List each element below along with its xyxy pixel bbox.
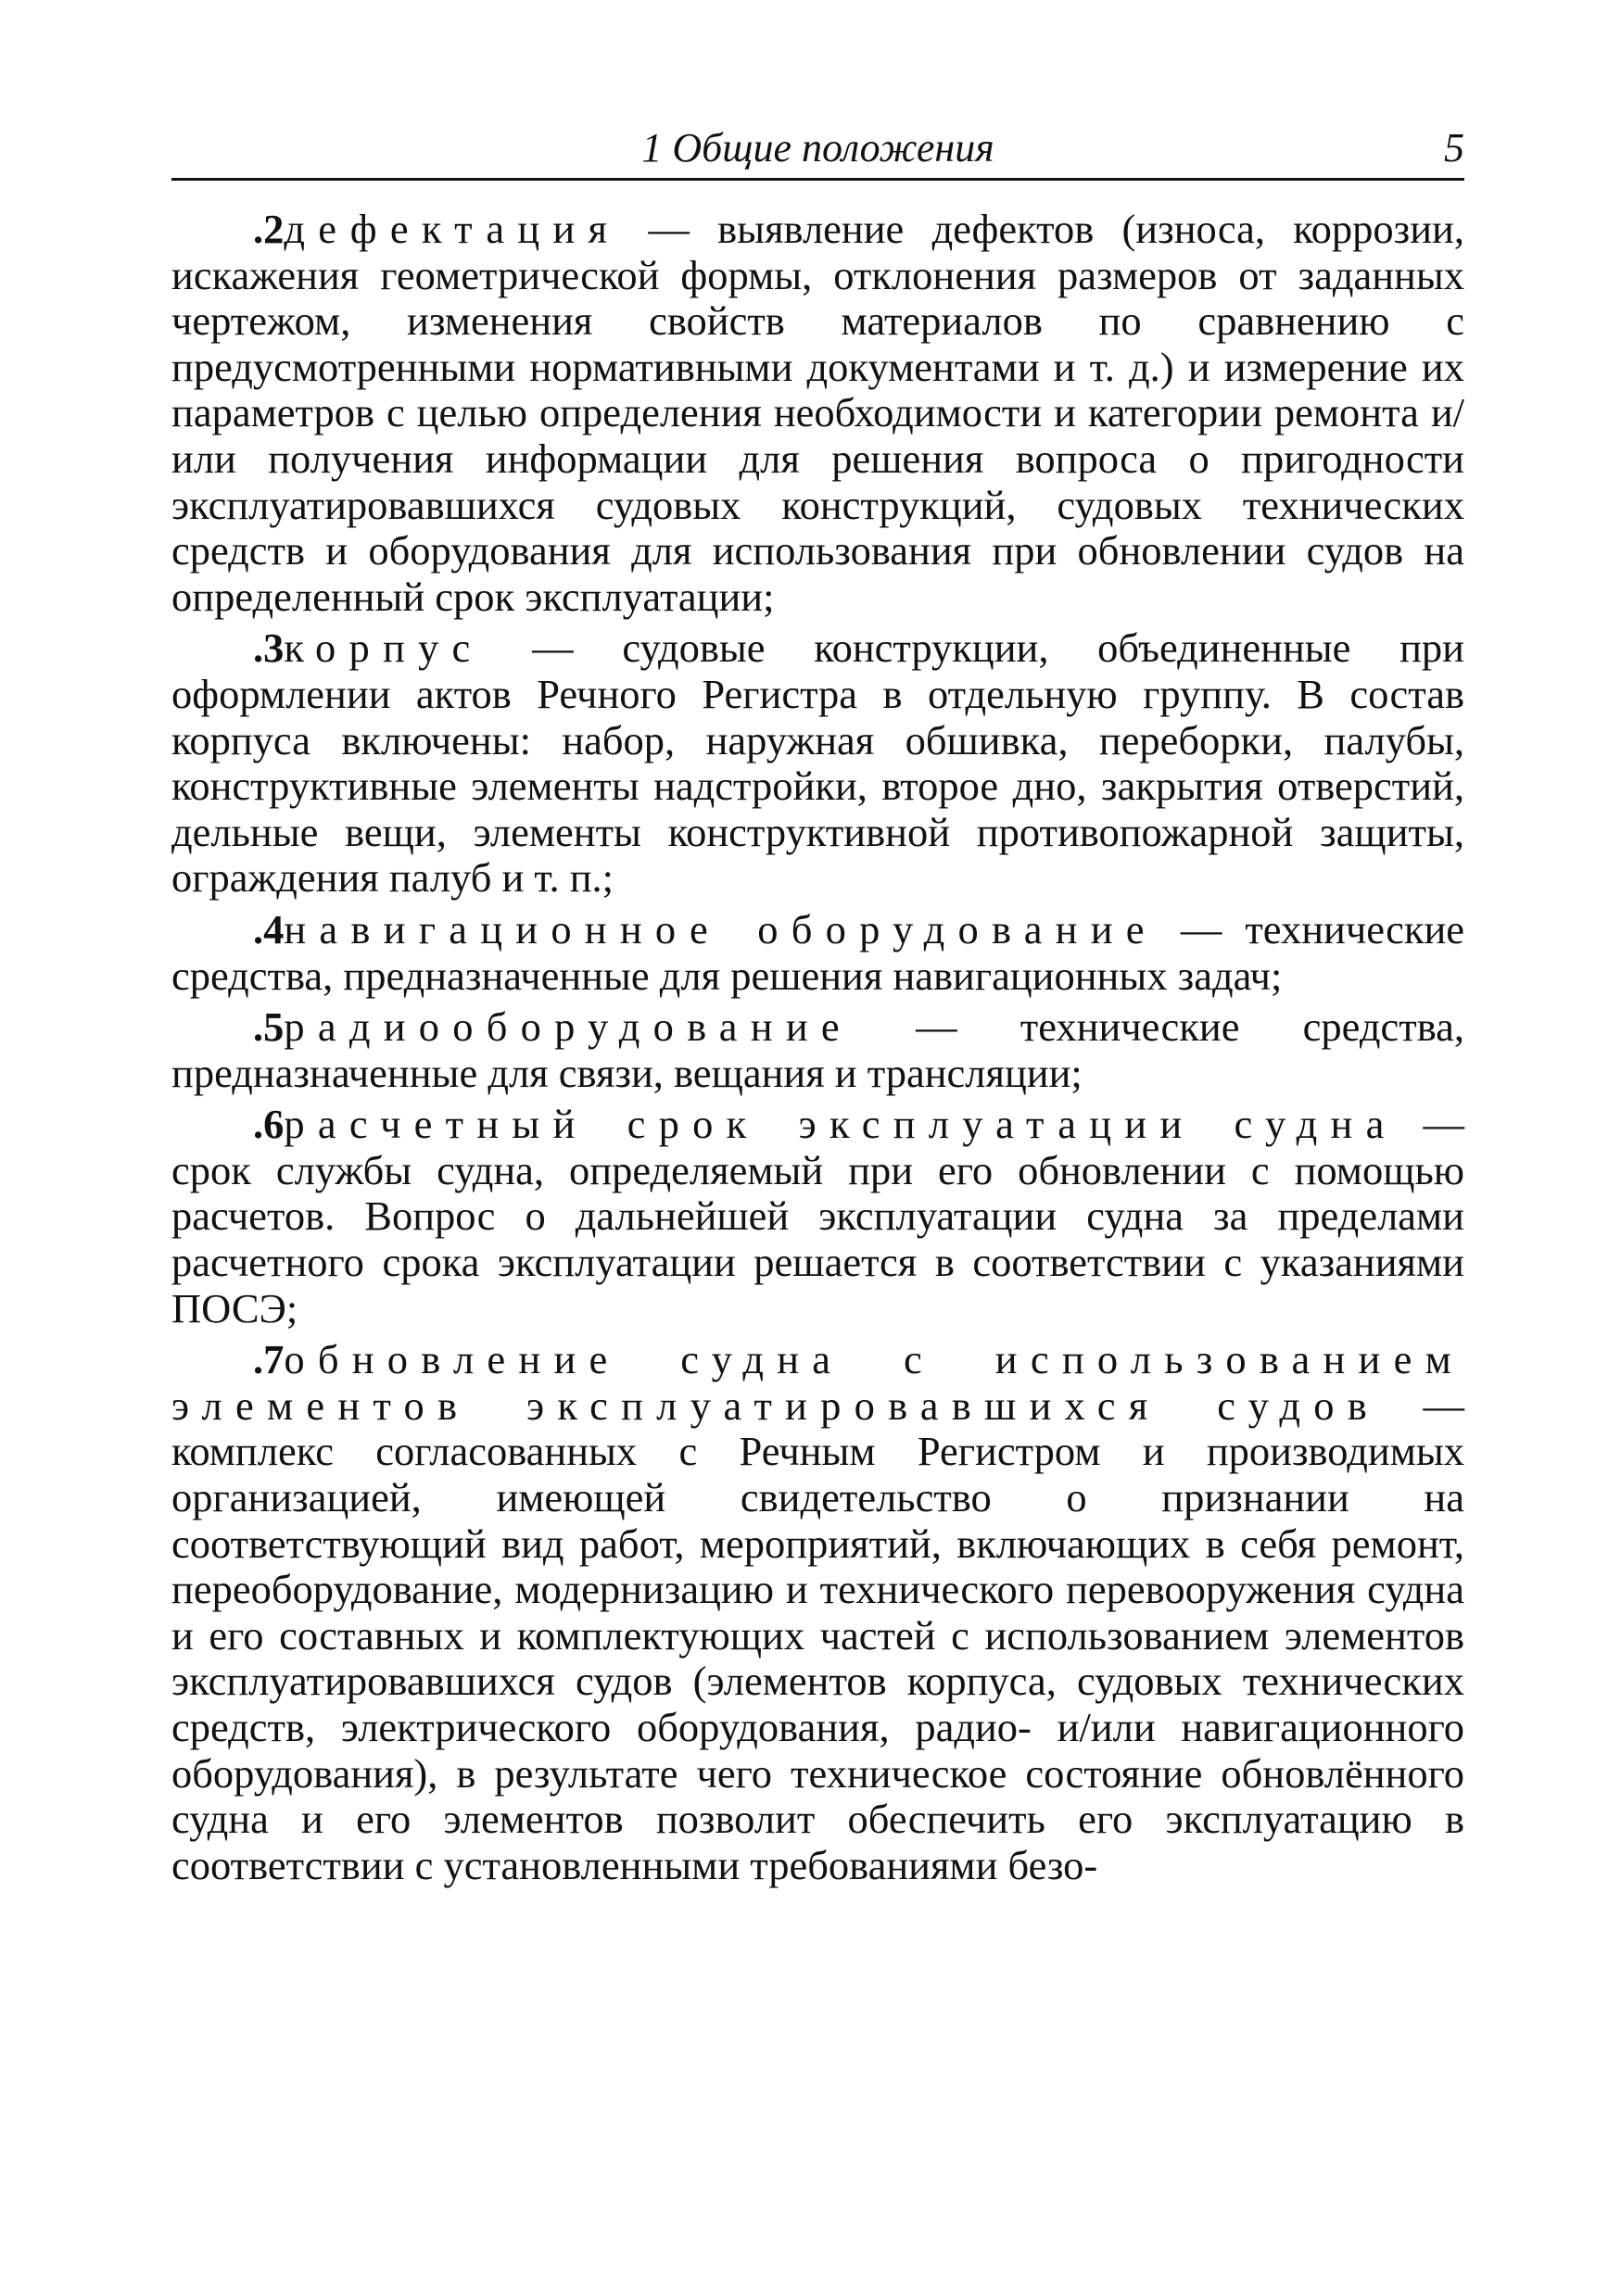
- definition-text: — комплекс согласованных с Речным Регистром и производимых организацией, имеющей свидетельство о признании на соответствующий вид работ, мероприятий, включающих в себя ремонт, переоборудование, модернизацию и технического перевооружения судна и его составных и комплектующих частей с использованием элементов эксплуатировавшихся судов (элементов корпуса, судовых технических средств, электрического оборудования, радио- и/или навигационного оборудования), в результате чего техническое состояние обновлённого судна и его элементов позволит обеспечить его эксплуатацию в соответствии с установленными требованиями безо-: [171, 1381, 1464, 1888]
- definition-item-2: [171, 207, 1464, 620]
- defined-term: дефектация: [284, 206, 621, 252]
- item-number: .7: [253, 1336, 285, 1383]
- running-header: [171, 120, 1464, 181]
- section-title: 1 Общие положения: [641, 125, 994, 170]
- item-number: .4: [253, 905, 285, 952]
- definition-text: — выявление дефектов (износа, коррозии, искажения геометрической формы, отклонения размеров от заданных чертежом, изменения свойств материалов по сравнению с предусмотренными нормативными документами и т. д.) и измерение их параметров с целью определения необходимости и категории ремонта и/или получения информации для решения вопроса о пригодности эксплуатировавшихся судовых конструкций, судовых технических средств и оборудования для использования при обновлении судов на определенный срок эксплуатации;: [171, 206, 1464, 620]
- definition-text: — технические средства, предназначенные для решения навигационных задач;: [171, 905, 1465, 999]
- definition-text: — судовые конструкции, объединенные при оформлении актов Речного Регистра в отдельную группу. В состав корпуса включены: набор, наружная обшивка, переборки, палубы, конструктивные элементы надстройки, второе дно, закрытия отверстий, дельные вещи, элементы конструктивной противопожарной защиты, ограждения палуб и т. п.;: [171, 624, 1464, 902]
- defined-term: корпус: [284, 624, 484, 672]
- item-number: .3: [253, 624, 285, 672]
- defined-term: обновление судна с использованием элементов эксплуатировавшихся судов: [171, 1336, 1464, 1429]
- definition-item-6: [171, 1102, 1464, 1331]
- definition-item-7: [171, 1337, 1464, 1888]
- defined-term: навигационное оборудование: [284, 905, 1158, 952]
- item-number: .2: [253, 206, 285, 252]
- definition-item-3: [171, 625, 1464, 902]
- item-number: .5: [253, 1003, 285, 1051]
- page-number: 5: [1444, 125, 1464, 170]
- definition-text: — технические средства, предназначенные для связи, вещания и трансляции;: [171, 1003, 1464, 1096]
- document-page: [171, 120, 1464, 1894]
- definition-text: — срок службы судна, определяемый при его обновлении с помощью расчетов. Вопрос о дальнейшей эксплуатации судна за пределами расчетного срока эксплуатации решается в соответствии с указаниями ПОСЭ;: [171, 1101, 1464, 1331]
- item-number: .6: [253, 1101, 285, 1148]
- defined-term: радиооборудование: [284, 1003, 853, 1051]
- definition-item-5: [171, 1004, 1464, 1096]
- definition-item-4: [171, 907, 1464, 999]
- definitions-list: [171, 181, 1464, 1888]
- defined-term: расчетный срок эксплуатации судна: [284, 1101, 1398, 1148]
